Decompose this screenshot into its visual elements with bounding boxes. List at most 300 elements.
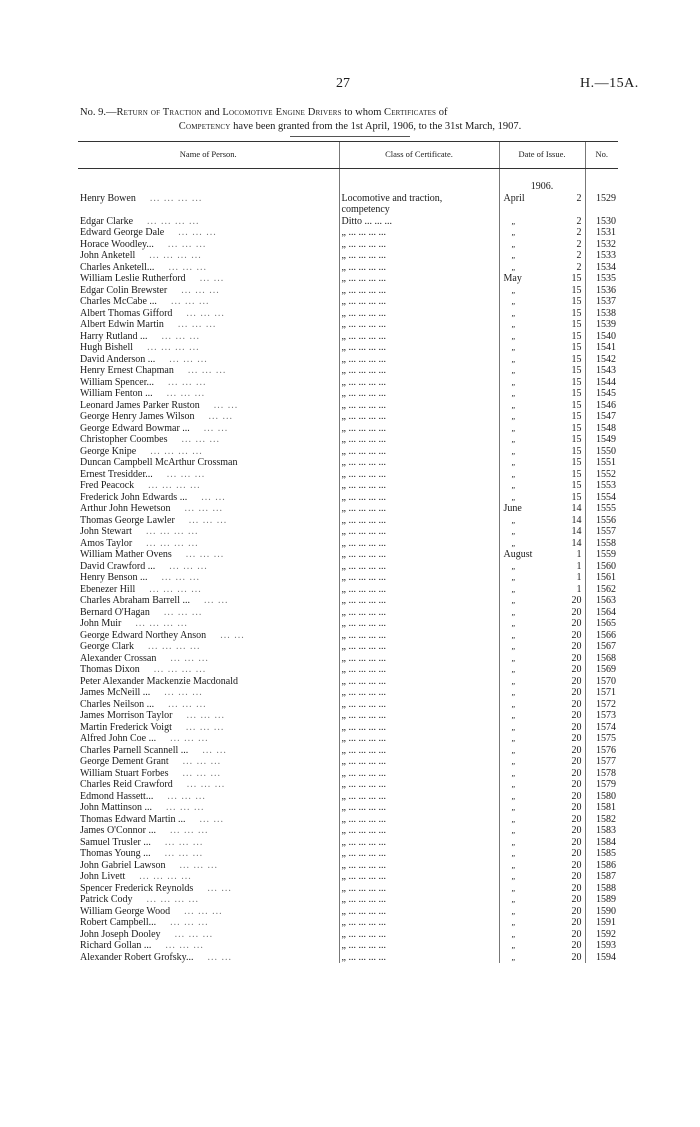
date-of-issue-cell xyxy=(499,250,585,262)
person-name: Robert Campbell... xyxy=(80,917,157,928)
certificate-number: 1548 xyxy=(585,423,618,435)
certificate-class-cell xyxy=(339,687,499,699)
certificate-number: 1578 xyxy=(585,768,618,780)
certificate-class-cell xyxy=(339,940,499,952)
issue-month: „ xyxy=(511,734,516,743)
table-row xyxy=(78,342,618,354)
table-row xyxy=(78,653,618,665)
person-name-cell xyxy=(78,308,339,320)
date-of-issue-cell xyxy=(499,664,585,676)
table-row xyxy=(78,676,618,688)
certificate-class-cell xyxy=(339,814,499,826)
date-of-issue-cell xyxy=(499,423,585,435)
person-name: Henry Benson ... xyxy=(80,572,148,583)
certificate-number: 1576 xyxy=(585,745,618,757)
issue-day: 15 xyxy=(571,411,582,422)
person-name: Thomas Dixon xyxy=(80,664,140,675)
table-row xyxy=(78,377,618,389)
issue-month: „ xyxy=(511,803,516,812)
issue-day: 14 xyxy=(571,537,582,549)
table-row xyxy=(78,618,618,630)
date-of-issue-cell xyxy=(499,825,585,837)
person-name: Edward George Dale xyxy=(80,227,165,238)
certificate-class: „ ... ... ... ... xyxy=(341,491,386,503)
certificate-class-cell xyxy=(339,676,499,688)
date-of-issue-cell xyxy=(499,411,585,423)
table-row xyxy=(78,308,618,320)
person-name-cell xyxy=(78,423,339,435)
certificate-number: 1530 xyxy=(585,216,618,228)
date-of-issue-cell xyxy=(499,296,585,308)
certificate-number: 1568 xyxy=(585,653,618,665)
certificate-number: 1591 xyxy=(585,917,618,929)
person-name: Alfred John Coe ... xyxy=(80,733,157,744)
table-row xyxy=(78,538,618,550)
issue-day: 15 xyxy=(571,330,582,342)
date-of-issue-cell xyxy=(499,929,585,941)
certificate-class-cell xyxy=(339,434,499,446)
issue-day: 15 xyxy=(571,353,582,365)
issue-month: „ xyxy=(511,688,516,697)
issue-day: 20 xyxy=(571,698,582,710)
date-of-issue-cell xyxy=(499,871,585,883)
table-row xyxy=(78,354,618,366)
issue-month: „ xyxy=(511,377,516,387)
date-of-issue-cell xyxy=(499,365,585,377)
person-name-cell xyxy=(78,319,339,331)
person-name: John Gabriel Lawson xyxy=(80,859,166,871)
date-of-issue-cell xyxy=(499,917,585,929)
table-row xyxy=(78,687,618,699)
person-name-cell xyxy=(78,687,339,699)
issue-month: „ xyxy=(511,412,516,421)
certificate-number: 1571 xyxy=(585,687,618,699)
certificate-class: „ ... ... ... ... xyxy=(341,365,386,376)
person-name: Spencer Frederick Reynolds xyxy=(80,882,194,894)
table-row xyxy=(78,710,618,722)
person-name: John Muir xyxy=(80,618,122,629)
table-row xyxy=(78,446,618,458)
spacer-row xyxy=(78,169,618,182)
leader-dots: ... ... ... ... xyxy=(147,215,200,227)
certificate-number: 1543 xyxy=(585,365,618,377)
certificate-number: 1579 xyxy=(585,779,618,791)
person-name: Thomas George Lawler xyxy=(80,514,175,526)
certificate-class: „ ... ... ... ... xyxy=(341,376,386,388)
issue-day: 20 xyxy=(571,595,582,606)
issue-day: 20 xyxy=(571,687,582,698)
certificate-class-cell xyxy=(339,664,499,676)
date-of-issue-cell xyxy=(499,584,585,596)
date-of-issue-cell xyxy=(499,526,585,538)
table-row xyxy=(78,388,618,400)
leader-dots: ... ... ... xyxy=(182,767,221,779)
leader-dots: ... ... ... ... xyxy=(146,537,199,549)
leader-dots: ... ... ... xyxy=(167,238,207,250)
issue-day: 20 xyxy=(571,871,582,882)
person-name-cell xyxy=(78,745,339,757)
certificate-number: 1557 xyxy=(585,526,618,538)
person-name: James McNeill ... xyxy=(80,687,151,698)
date-of-issue-cell xyxy=(499,894,585,906)
person-name: George Knipe xyxy=(80,445,137,457)
person-name-cell xyxy=(78,630,339,642)
certificate-class: „ ... ... ... ... xyxy=(341,871,386,882)
certificate-number: 1529 xyxy=(585,193,618,216)
issue-month: „ xyxy=(511,469,516,479)
issue-month: „ xyxy=(511,699,516,709)
issue-day: 20 xyxy=(571,951,582,963)
issue-day: 2 xyxy=(576,261,582,273)
table-row xyxy=(78,250,618,262)
certificate-number: 1583 xyxy=(585,825,618,837)
person-name-cell xyxy=(78,837,339,849)
certificate-class-cell xyxy=(339,262,499,274)
issue-day: 15 xyxy=(571,296,582,307)
leader-dots: ... ... ... xyxy=(184,905,223,917)
issue-month: „ xyxy=(511,561,516,571)
certificate-number: 1586 xyxy=(585,860,618,872)
issue-day: 20 xyxy=(571,629,582,641)
date-of-issue-cell xyxy=(499,216,585,228)
issue-month: „ xyxy=(511,711,516,720)
issue-month: „ xyxy=(511,596,516,605)
table-row xyxy=(78,365,618,377)
issue-day: 20 xyxy=(571,779,582,790)
person-name-cell xyxy=(78,952,339,964)
certificate-number: 1574 xyxy=(585,722,618,734)
leader-dots: ... ... ... ... xyxy=(149,192,203,204)
date-of-issue-cell xyxy=(499,699,585,711)
table-row xyxy=(78,699,618,711)
person-name: Ebenezer Hill xyxy=(80,583,136,595)
issue-month: „ xyxy=(511,768,516,778)
certificate-number: 1593 xyxy=(585,940,618,952)
leader-dots: ... ... xyxy=(203,422,229,434)
issue-month: „ xyxy=(511,297,516,306)
person-name: William Stuart Forbes xyxy=(80,767,169,779)
leader-dots: ... ... ... ... xyxy=(147,342,200,353)
issue-day: 14 xyxy=(571,503,582,514)
certificate-number: 1556 xyxy=(585,515,618,527)
person-name: George Clark xyxy=(80,641,134,652)
certificate-class: „ ... ... ... ... xyxy=(341,284,386,296)
person-name: Charles Neilson ... xyxy=(80,698,155,710)
certificate-class-cell xyxy=(339,802,499,814)
certificate-class-cell xyxy=(339,779,499,791)
date-of-issue-cell xyxy=(499,756,585,768)
certificate-class: „ ... ... ... ... xyxy=(341,859,386,871)
person-name: Duncan Campbell McArthur Crossman xyxy=(80,457,238,468)
date-of-issue-cell xyxy=(499,791,585,803)
table-row xyxy=(78,492,618,504)
issue-day: 20 xyxy=(571,825,582,836)
title-caps-4: Competency xyxy=(178,121,231,132)
date-of-issue-cell xyxy=(499,607,585,619)
person-name: Christopher Coombes xyxy=(80,434,168,445)
certificate-number: 1542 xyxy=(585,354,618,366)
person-name-cell xyxy=(78,894,339,906)
table-row xyxy=(78,883,618,895)
table-row xyxy=(78,457,618,469)
certificate-class-cell xyxy=(339,768,499,780)
title-prefix: No. 9.— xyxy=(80,107,117,118)
certificate-number: 1553 xyxy=(585,480,618,492)
column-header-no: No. xyxy=(585,142,618,169)
person-name-cell xyxy=(78,227,339,239)
issue-month: „ xyxy=(511,435,516,444)
certificate-class-cell xyxy=(339,699,499,711)
leader-dots: ... ... ... xyxy=(188,514,228,526)
date-of-issue-cell xyxy=(499,906,585,918)
issue-month: „ xyxy=(511,619,516,628)
date-of-issue-cell xyxy=(499,618,585,630)
issue-day: 20 xyxy=(571,928,582,940)
issue-day: 15 xyxy=(571,342,582,353)
leader-dots: ... ... ... xyxy=(168,376,207,388)
certificate-class: „ ... ... ... ... xyxy=(341,767,386,779)
table-row xyxy=(78,745,618,757)
certificate-class: „ ... ... ... ... xyxy=(341,480,386,491)
person-name: Henry Bowen xyxy=(80,192,136,204)
person-name-cell xyxy=(78,377,339,389)
person-name-cell xyxy=(78,492,339,504)
date-of-issue-cell xyxy=(499,457,585,469)
certificate-number: 1536 xyxy=(585,285,618,297)
certificate-number: 1588 xyxy=(585,883,618,895)
certificate-class-cell xyxy=(339,227,499,239)
leader-dots: ... ... ... xyxy=(181,284,220,296)
leader-dots: ... ... ... ... xyxy=(135,618,188,629)
person-name: David Crawford ... xyxy=(80,560,156,572)
certificate-class: „ ... ... ... ... xyxy=(341,629,386,641)
issue-day: 20 xyxy=(571,894,582,905)
issue-month: „ xyxy=(511,446,516,456)
leader-dots: ... ... ... xyxy=(164,836,204,848)
person-name-cell xyxy=(78,457,339,469)
certificate-class-cell xyxy=(339,572,499,584)
leader-dots: ... ... ... xyxy=(164,687,203,698)
issue-month: April xyxy=(503,192,525,204)
person-name-cell xyxy=(78,296,339,308)
certificate-number: 1533 xyxy=(585,250,618,262)
table-row xyxy=(78,296,618,308)
table-row xyxy=(78,469,618,481)
person-name: John Joseph Dooley xyxy=(80,928,161,940)
date-of-issue-cell xyxy=(499,193,585,216)
date-of-issue-cell xyxy=(499,319,585,331)
leader-dots: ... ... ... ... xyxy=(148,480,201,491)
issue-day: 20 xyxy=(571,836,582,848)
issue-month: May xyxy=(503,273,522,284)
table-row xyxy=(78,285,618,297)
issue-day: 20 xyxy=(571,940,582,951)
issue-month: „ xyxy=(511,883,516,893)
person-name: James Morrison Taylor xyxy=(80,710,173,721)
person-name: Albert Thomas Gifford xyxy=(80,307,173,319)
certificate-number: 1551 xyxy=(585,457,618,469)
leader-dots: ... ... xyxy=(207,951,232,963)
date-of-issue-cell xyxy=(499,814,585,826)
issue-day: 15 xyxy=(571,422,582,434)
certificate-number: 1587 xyxy=(585,871,618,883)
leader-dots: ... ... ... xyxy=(165,802,205,813)
certificate-number: 1547 xyxy=(585,411,618,423)
person-name: Richard Gollan ... xyxy=(80,940,152,951)
certificate-class-cell xyxy=(339,308,499,320)
person-name-cell xyxy=(78,929,339,941)
issue-month: „ xyxy=(511,458,516,467)
person-name: Charles McCabe ... xyxy=(80,296,157,307)
issue-month: „ xyxy=(511,354,516,364)
certificate-class: „ ... ... ... ... xyxy=(341,733,386,744)
issue-month: „ xyxy=(511,745,516,755)
issue-day: 20 xyxy=(571,905,582,917)
date-of-issue-cell xyxy=(499,239,585,251)
table-row xyxy=(78,952,618,964)
certificate-class-cell xyxy=(339,745,499,757)
title-to: to whom xyxy=(341,107,384,118)
date-of-issue-cell xyxy=(499,952,585,964)
certificate-number: 1552 xyxy=(585,469,618,481)
issue-month: „ xyxy=(511,906,516,916)
person-name-cell xyxy=(78,653,339,665)
certificate-number: 1560 xyxy=(585,561,618,573)
issue-day: 2 xyxy=(576,250,582,261)
person-name-cell xyxy=(78,779,339,791)
table-row xyxy=(78,814,618,826)
leader-dots: ... ... xyxy=(203,595,229,606)
issue-month: „ xyxy=(511,239,516,249)
certificate-number: 1570 xyxy=(585,676,618,688)
table-row xyxy=(78,917,618,929)
issue-month: „ xyxy=(511,757,516,766)
issue-month: „ xyxy=(511,400,516,410)
table-header-row xyxy=(78,142,618,169)
table-row xyxy=(78,434,618,446)
certificate-class: „ ... ... ... ... xyxy=(341,836,386,848)
leader-dots: ... ... ... xyxy=(169,825,209,836)
person-name: Hugh Bishell xyxy=(80,342,134,353)
issue-month: „ xyxy=(511,423,516,433)
certificate-class-continued: competency xyxy=(341,204,390,215)
date-of-issue-cell xyxy=(499,503,585,515)
person-name-cell xyxy=(78,469,339,481)
leader-dots: ... ... ... xyxy=(168,261,207,273)
certificate-class: „ ... ... ... ... xyxy=(341,549,386,560)
certificate-class-cell xyxy=(339,354,499,366)
issue-day: 15 xyxy=(571,319,582,330)
person-name-cell xyxy=(78,791,339,803)
person-name: Patrick Cody xyxy=(80,894,133,905)
certificate-class: „ ... ... ... ... xyxy=(341,537,386,549)
certificate-number: 1550 xyxy=(585,446,618,458)
certificate-class: „ ... ... ... ... xyxy=(341,422,386,434)
leader-dots: ... ... ... ... xyxy=(149,583,202,595)
date-of-issue-cell xyxy=(499,492,585,504)
issue-month: „ xyxy=(511,573,516,582)
issue-day: 1 xyxy=(576,572,582,583)
certificate-class: „ ... ... ... ... xyxy=(341,882,386,894)
person-name: Peter Alexander Mackenzie Macdonald xyxy=(80,675,238,687)
certificate-number: 1589 xyxy=(585,894,618,906)
person-name: Thomas Young ... xyxy=(80,848,151,859)
issue-day: 1 xyxy=(576,560,582,572)
issue-day: 15 xyxy=(571,307,582,319)
certificate-class-cell xyxy=(339,733,499,745)
person-name-cell xyxy=(78,871,339,883)
certificate-class: „ ... ... ... ... xyxy=(341,928,386,940)
certificate-class-cell xyxy=(339,319,499,331)
leader-dots: ... ... ... xyxy=(166,468,206,480)
table-row xyxy=(78,940,618,952)
leader-dots: ... ... ... ... xyxy=(153,664,207,675)
certificate-class: „ ... ... ... ... xyxy=(341,560,386,572)
certificate-class-cell xyxy=(339,193,499,216)
issue-day: 14 xyxy=(571,526,582,537)
person-name-cell xyxy=(78,722,339,734)
certificate-class: „ ... ... ... ... xyxy=(341,411,386,422)
certificate-class-cell xyxy=(339,871,499,883)
issue-day: 20 xyxy=(571,675,582,687)
certificates-table xyxy=(78,141,618,963)
person-name: Alexander Crossan xyxy=(80,652,157,664)
person-name: John Mattinson ... xyxy=(80,802,152,813)
certificate-class: „ ... ... ... ... xyxy=(341,273,386,284)
date-of-issue-cell xyxy=(499,710,585,722)
issue-day: 20 xyxy=(571,733,582,744)
table-row xyxy=(78,768,618,780)
leader-dots: ... ... xyxy=(199,813,225,825)
person-name: Edgar Colin Brewster xyxy=(80,284,168,296)
certificate-class-cell xyxy=(339,377,499,389)
issue-month: „ xyxy=(511,780,516,789)
issue-day: 15 xyxy=(571,480,582,491)
certificate-class-cell xyxy=(339,549,499,561)
certificate-class-cell xyxy=(339,388,499,400)
person-name: William Mather Ovens xyxy=(80,549,172,560)
certificate-number: 1538 xyxy=(585,308,618,320)
leader-dots: ... ... ... ... xyxy=(150,445,203,457)
table-row xyxy=(78,607,618,619)
certificate-class-cell xyxy=(339,250,499,262)
person-name-cell xyxy=(78,273,339,285)
certificate-class-cell xyxy=(339,584,499,596)
issue-day: 20 xyxy=(571,790,582,802)
date-of-issue-cell xyxy=(499,733,585,745)
issue-month: „ xyxy=(511,952,516,962)
person-name-cell xyxy=(78,584,339,596)
person-name-cell xyxy=(78,342,339,354)
issue-day: 20 xyxy=(571,848,582,859)
certificate-class: „ ... ... ... ... xyxy=(341,503,386,514)
certificate-number: 1564 xyxy=(585,607,618,619)
certificate-number: 1584 xyxy=(585,837,618,849)
table-row xyxy=(78,584,618,596)
certificate-class: „ ... ... ... ... xyxy=(341,848,386,859)
date-of-issue-cell xyxy=(499,227,585,239)
person-name-cell xyxy=(78,641,339,653)
person-name: Ernest Tresidder... xyxy=(80,468,153,480)
issue-month: „ xyxy=(511,860,516,870)
certificate-class-cell xyxy=(339,607,499,619)
issue-month: „ xyxy=(511,389,516,398)
leader-dots: ... ... ... ... xyxy=(146,894,199,905)
certificate-class: „ ... ... ... ... xyxy=(341,813,386,825)
issue-month: June xyxy=(503,503,522,514)
date-of-issue-cell xyxy=(499,446,585,458)
leader-dots: ... ... ... xyxy=(170,733,209,744)
